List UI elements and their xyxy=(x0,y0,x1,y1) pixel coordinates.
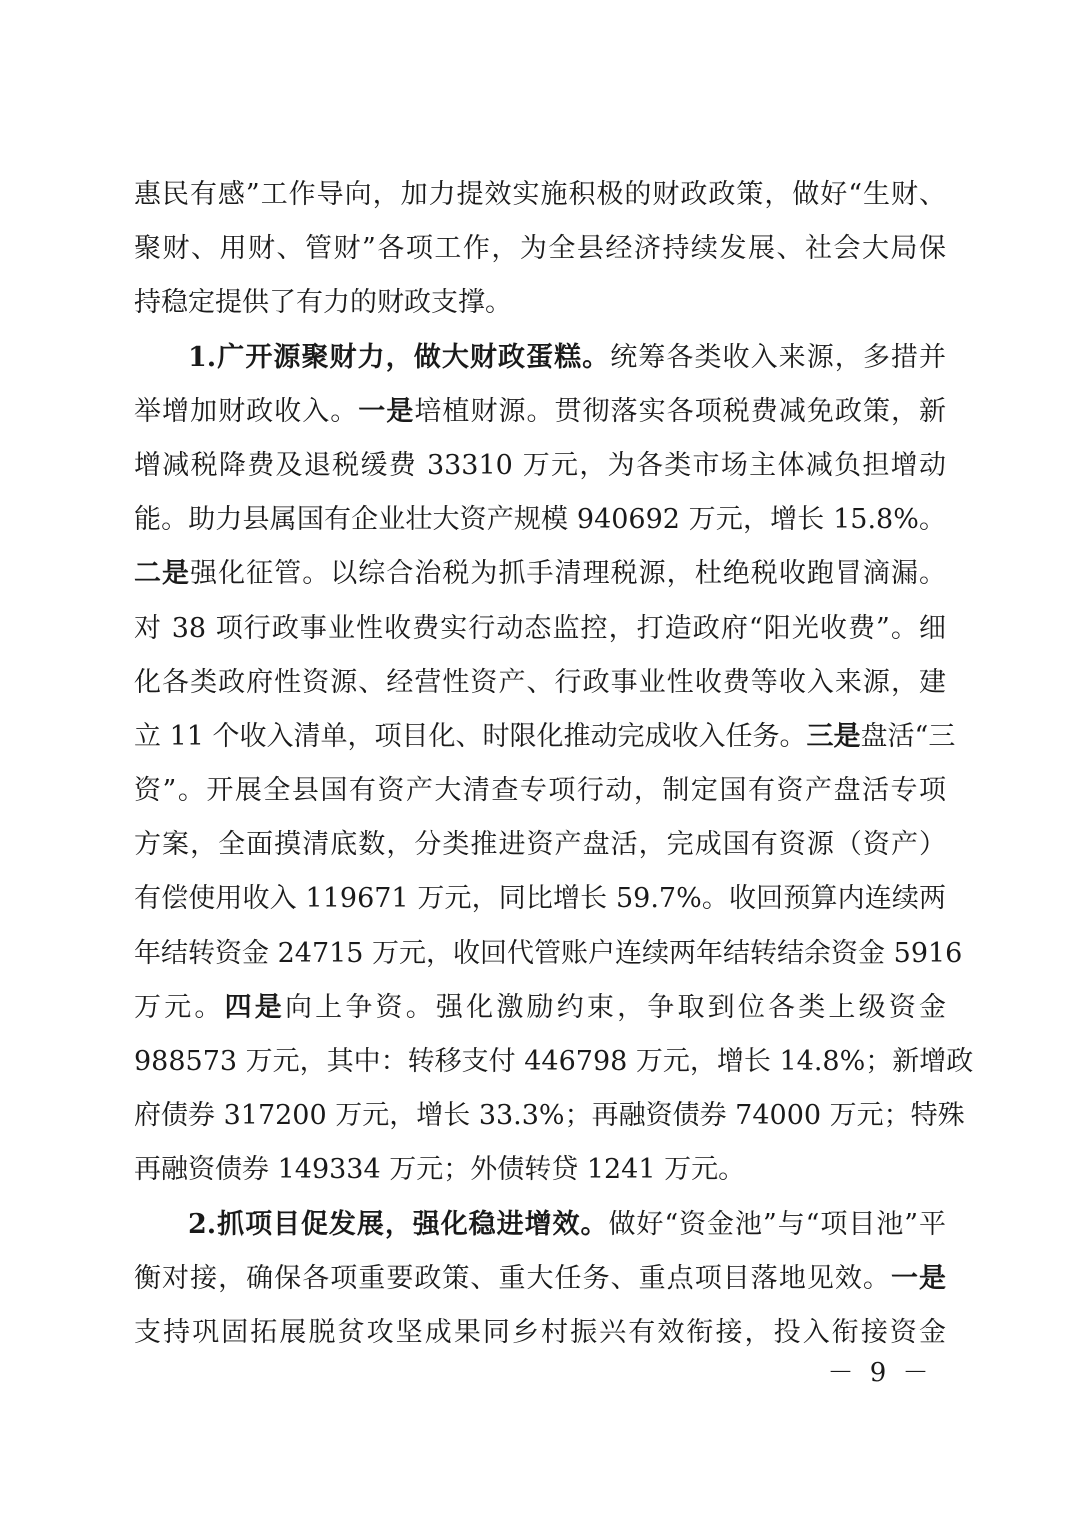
text-run: 统筹各类收入来源，多措并 xyxy=(610,341,947,373)
section-2-line xyxy=(134,1198,946,1252)
section-1-line: 对 38 项行政事业性收费实行动态监控，打造政府“阳光收费”。细 xyxy=(134,612,946,644)
text-run: 向上争资。强化激励约束，争取到位各类上级资金 xyxy=(284,991,947,1023)
point-marker: 二是 xyxy=(134,558,191,590)
section-1-line: 年结转资金 24715 万元，收回代管账户连续两年结转结余资金 5916 xyxy=(134,937,963,969)
page-number: － 9 － xyxy=(827,1358,933,1388)
text-run: 培植财源。贯彻落实各项税费减免政策，新 xyxy=(414,395,947,427)
section-1-line: 化各类政府性资源、经营性资产、行政事业性收费等收入来源，建 xyxy=(134,666,946,698)
point-marker: 一是 xyxy=(358,395,415,427)
section-2-heading: 2.抓项目促发展，强化稳进增效。 xyxy=(188,1208,609,1240)
text-run: 做好“资金池”与“项目池”平 xyxy=(608,1208,946,1240)
text-run: 衡对接，确保各项重要政策、重大任务、重点项目落地见效。 xyxy=(134,1262,891,1294)
section-1-line: 方案，全面摸清底数，分类推进资产盘活，完成国有资源（资产） xyxy=(134,829,946,861)
point-marker: 三是 xyxy=(806,720,861,752)
text-run: 举增加财政收入。 xyxy=(134,395,359,427)
point-marker: 四是 xyxy=(224,991,285,1023)
section-1-line: 府债券 317200 万元，增长 33.3%；再融资债券 74000 万元；特殊 xyxy=(134,1100,965,1132)
text-run: 立 11 个收入清单，项目化、时限化推动完成收入任务。 xyxy=(134,720,807,752)
paragraph-line: 聚财、用财、管财”各项工作，为全县经济持续发展、社会大局保 xyxy=(134,233,946,265)
section-1-line xyxy=(134,981,946,1035)
section-2-line xyxy=(134,1252,946,1306)
section-1-line: 988573 万元，其中：转移支付 446798 万元，增长 14.8%；新增政 xyxy=(134,1046,974,1077)
section-1-heading: 1.广开源聚财力，做大财政蛋糕。 xyxy=(188,341,611,373)
text-run: 强化征管。以综合治税为抓手清理税源，杜绝税收跑冒滴漏。 xyxy=(190,558,947,590)
section-2-line: 支持巩固拓展脱贫攻坚成果同乡村振兴有效衔接，投入衔接资金 xyxy=(134,1316,946,1348)
paragraph-line: 持稳定提供了有力的财政支撑。 xyxy=(134,287,512,319)
section-1-line xyxy=(134,710,956,764)
paragraph-line: 惠民有感”工作导向，加力提效实施积极的财政政策，做好“生财、 xyxy=(134,179,946,210)
text-run: 万元。 xyxy=(134,991,225,1023)
section-1-line: 能。助力县属国有企业壮大资产规模 940692 万元，增长 15.8%。 xyxy=(134,504,946,536)
section-1-line: 再融资债券 149334 万元；外债转贷 1241 万元。 xyxy=(134,1154,746,1186)
text-run: 盘活“三 xyxy=(860,720,956,752)
section-1-line xyxy=(134,331,946,385)
body-text xyxy=(134,168,974,1360)
point-marker: 一是 xyxy=(890,1262,947,1294)
section-1-line: 资”。开展全县国有资产大清查专项行动，制定国有资产盘活专项 xyxy=(134,775,946,807)
section-1-line: 有偿使用收入 119671 万元，同比增长 59.7%。收回预算内连续两 xyxy=(134,883,946,915)
section-1-line: 增减税降费及退税缓费 33310 万元，为各类市场主体减负担增动 xyxy=(134,449,946,481)
section-1-line xyxy=(134,547,946,601)
section-1-line xyxy=(134,385,946,439)
